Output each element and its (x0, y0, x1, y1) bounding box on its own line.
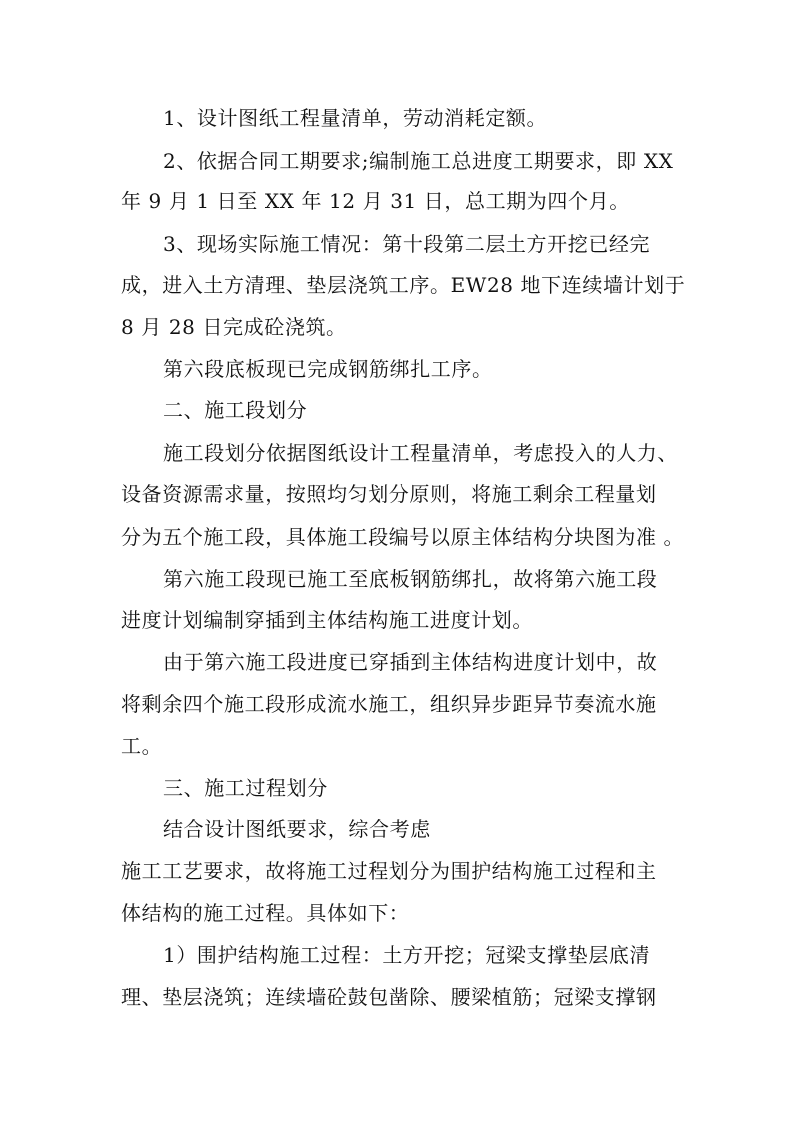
text-line-process-2: 施工工艺要求，故将施工过程划分为围护结构施工过程和主 (121, 859, 657, 883)
text-line-basis-3-end: 8 月 28 日完成砼浇筑。 (121, 315, 347, 339)
section-heading-3: 三、施工过程划分 (163, 776, 328, 800)
text-line-division-1: 施工段划分依据图纸设计工程量清单，考虑投入的人力、 (163, 441, 678, 465)
text-line-item-1-cont: 理、垫层浇筑；连续墙砼鼓包凿除、腰梁植筋；冠梁支撑钢 (121, 985, 657, 1009)
text-line-basis-3: 3、现场实际施工情况：第十段第二层土方开挖已经完 (163, 232, 651, 256)
text-line-process-3: 体结构的施工过程。具体如下： (121, 901, 410, 925)
section-heading-2: 二、施工段划分 (163, 398, 308, 422)
text-line-basis-2: 2、依据合同工期要求;编制施工总进度工期要求，即 XX (163, 149, 674, 173)
text-line-flow-2: 将剩余四个施工段形成流水施工，组织异步距异节奏流水施 (121, 692, 657, 716)
text-line-section-six: 第六段底板现已完成钢筋绑扎工序。 (163, 357, 493, 381)
text-line-basis-1: 1、设计图纸工程量清单，劳动消耗定额。 (163, 106, 548, 130)
text-line-division-3: 分为五个施工段，具体施工段编号以原主体结构分块图为准 。 (121, 525, 685, 549)
text-line-basis-2-cont: 年 9 月 1 日至 XX 年 12 月 31 日，总工期为四个月。 (121, 189, 630, 213)
text-line-basis-3-cont: 成，进入土方清理、垫层浇筑工序。EW28 地下连续墙计划于 (121, 273, 686, 297)
text-line-process-1: 结合设计图纸要求，综合考虑 (163, 817, 431, 841)
text-line-six-1: 第六施工段现已施工至底板钢筋绑扎，故将第六施工段 (163, 567, 658, 591)
text-line-six-2: 进度计划编制穿插到主体结构施工进度计划。 (121, 608, 533, 632)
text-line-flow-3: 工。 (121, 734, 163, 758)
text-line-flow-1: 由于第六施工段进度已穿插到主体结构进度计划中，故 (163, 650, 658, 674)
text-line-division-2: 设备资源需求量，按照均匀划分原则，将施工剩余工程量划 (121, 482, 657, 506)
text-line-item-1: 1）围护结构施工过程：土方开挖；冠梁支撑垫层底清 (163, 943, 651, 967)
